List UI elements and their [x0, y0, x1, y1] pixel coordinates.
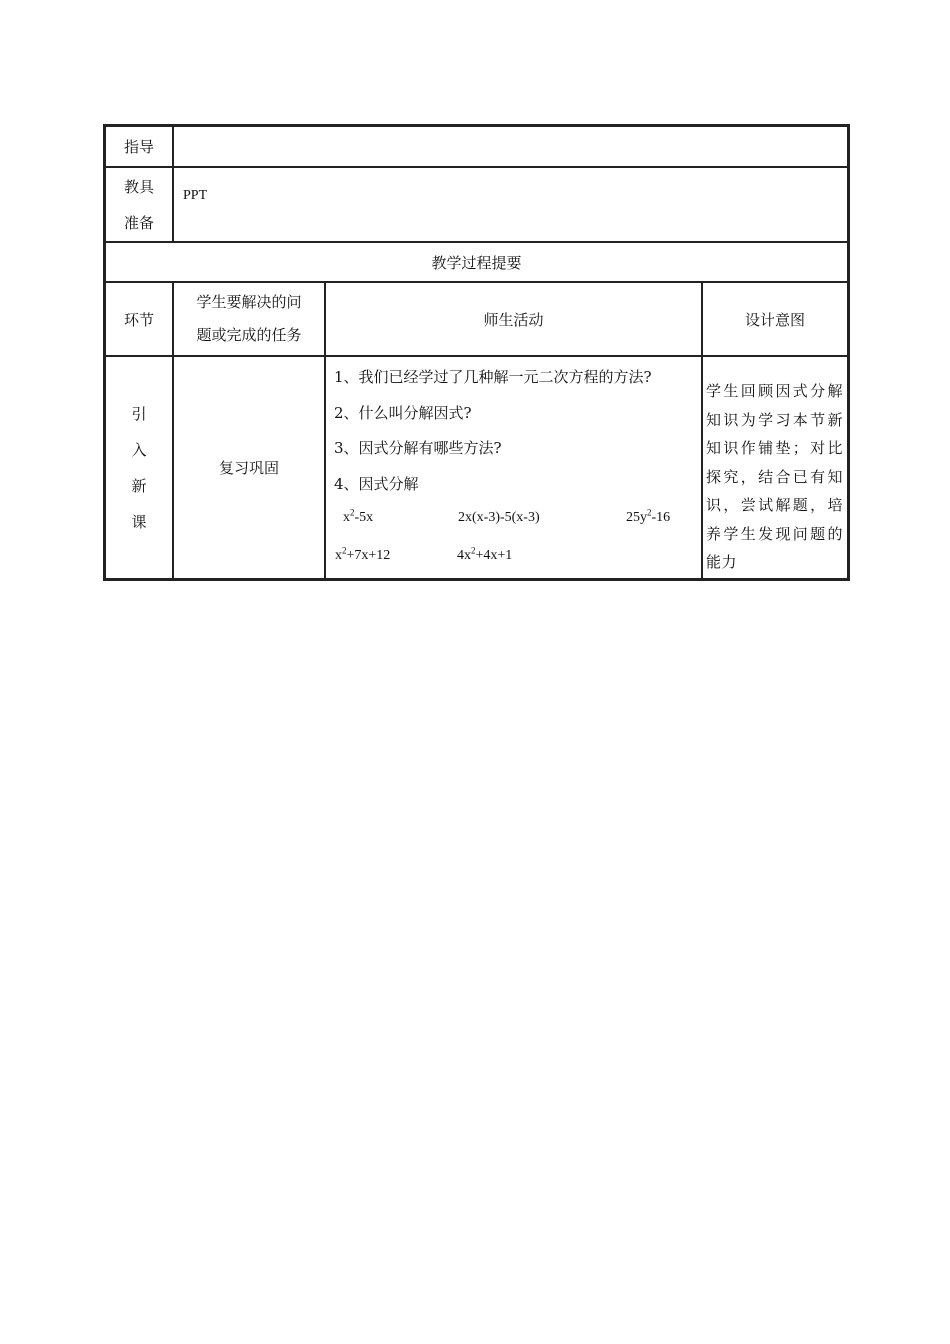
intro-intent-cell — [702, 356, 848, 579]
header-task-line1: 学生要解决的问 — [196, 293, 302, 311]
header-stage: 环节 — [105, 282, 173, 356]
activity-item: 3、因式分解有哪些方法? — [334, 439, 502, 457]
formula: $x^2-5x$ — [343, 507, 374, 525]
intro-stage-char: 入 — [131, 440, 147, 459]
intro-row — [105, 356, 848, 579]
intro-intent: 学生回顾因式分解知识为学习本节新知识作铺垫；对比探究，结合已有知识，尝试解题，培养学生发现问题的能力 — [706, 382, 844, 571]
formula: $25y^2-16$ — [626, 507, 671, 525]
formula-row-1 — [334, 502, 701, 540]
lesson-plan-table — [103, 124, 850, 581]
activity-item: 1、我们已经学过了几种解一元二次方程的方法? — [334, 368, 652, 386]
tools-content: PPT — [183, 188, 208, 203]
formula-row-2 — [334, 540, 701, 578]
intro-task: 复习巩固 — [218, 459, 279, 477]
guidance-content-cell — [173, 126, 848, 167]
intro-stage-char: 课 — [131, 512, 147, 531]
guidance-row — [105, 126, 848, 167]
header-activity: 师生活动 — [325, 282, 702, 356]
tools-label-line1: 教具 — [123, 177, 154, 196]
tools-label-cell — [105, 167, 173, 242]
section-title-row — [105, 242, 848, 282]
tools-row — [105, 167, 848, 242]
intro-stage-char: 新 — [131, 476, 147, 495]
tools-label-line2: 准备 — [123, 213, 154, 232]
guidance-label-cell — [105, 126, 173, 167]
header-row — [105, 282, 848, 356]
intro-task-cell — [173, 356, 325, 579]
section-title: 教学过程提要 — [105, 242, 848, 282]
header-task-line2: 题或完成的任务 — [196, 326, 302, 344]
intro-stage-char: 引 — [131, 404, 147, 423]
activity-item: 2、什么叫分解因式? — [334, 403, 472, 422]
activity-item: 4、因式分解 — [334, 474, 419, 493]
tools-content-cell — [173, 167, 848, 242]
formula: 2x(x-3)-5(x-3) — [458, 510, 540, 525]
header-intent: 设计意图 — [702, 282, 848, 356]
formula: $4x^2+4x+1$ — [457, 545, 513, 563]
intro-stage-cell — [105, 356, 173, 579]
header-task-cell — [173, 282, 325, 356]
formula: $x^2+7x+12$ — [335, 545, 391, 563]
intro-activity-cell — [325, 356, 702, 579]
guidance-label: 指导 — [123, 137, 154, 156]
